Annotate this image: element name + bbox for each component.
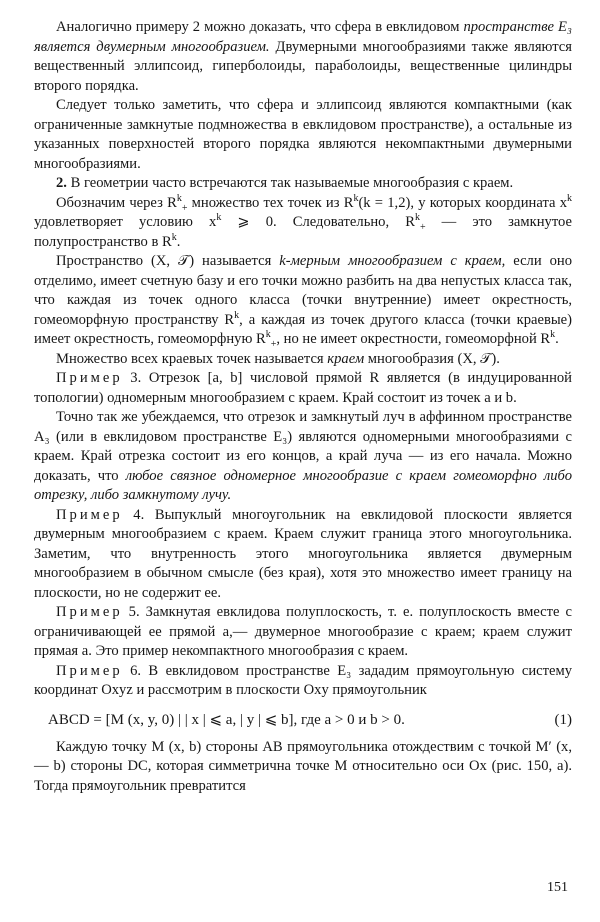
paragraph-p7 <box>34 369 572 408</box>
text-segment: множество тех точек из R <box>187 194 354 211</box>
text-block-after-formula <box>34 738 572 797</box>
text-segment: k <box>550 329 556 341</box>
text-segment: удовлетворяет условию x <box>34 214 217 230</box>
paragraph-p1 <box>34 18 572 96</box>
text-segment: Аналогично примеру 2 можно доказать, что сфера в евклидовом <box>56 19 464 35</box>
text-segment: 2. <box>56 175 67 191</box>
formula-number: (1) <box>554 711 572 728</box>
formula-text: ABCD = [M (x, y, 0) | | x | ⩽ a, | y | ⩽ b], где a > 0 и b > 0. <box>48 711 405 728</box>
text-segment: , а каждая из точек другого класса (точки краевые) имеет окрестность, гомеоморфную R <box>34 311 572 347</box>
text-segment: если оно отделимо, имеет счетную базу и его точки можно разбить на два непустых класса так, что каждая из точек одного класса (точки внутренние) имеет окрестность, гомеоморфную пространству R <box>34 253 572 328</box>
paragraph-p6 <box>34 350 572 370</box>
text-segment: любое связное одномерное многообразие с краем гомеоморфно либо отрезку, либо замкнутому лучу. <box>34 467 573 503</box>
text-segment: Пример <box>56 506 123 523</box>
paragraph-p8 <box>34 408 572 506</box>
text-segment: 5. Замкнутая евклидова полуплоскость, т. е. полуплоскость вместе с ограничивающей ее прямой a,— двумерное многообразие с краем; краем служит прямая a. Это пример некомпактного многообразия с краем. <box>34 604 572 659</box>
text-segment: k <box>265 329 271 341</box>
text-segment: k <box>414 212 420 224</box>
text-segment: k-мерным многообразием с краем, <box>279 253 506 269</box>
text-segment: k <box>567 192 572 204</box>
text-segment: k <box>176 192 182 204</box>
formula-1 <box>34 708 572 732</box>
text-segment: Каждую точку M (x, b) стороны AB прямоугольника отождествим с точкой M′ (x, — b) стороны DC, которая симметрична точке M относительно оси Ox (рис. 150, a). Тогда прямоугольник превратится <box>34 738 572 794</box>
text-segment: (k = 1,2), у которых координата x <box>358 194 567 211</box>
text-segment: Пример <box>56 662 123 679</box>
text-segment: k <box>353 192 359 204</box>
text-segment: пространстве E₃ является двумерным многообразием. <box>34 19 572 55</box>
text-segment: В геометрии часто встречаются так называемые многообразия с краем. <box>66 175 514 191</box>
text-segment: Двумерными многообразиями также являются вещественный эллипсоид, гиперболоиды, параболоиды, вещественные цилиндры второго порядка. <box>34 38 572 94</box>
text-segment: Следует только заметить, что сфера и эллипсоид являются компактными (как ограниченные замкнутые подмножества в евклидовом пространстве), а остальные из указанных поверхностей второго порядка являются некомпактными двумерными многообразиями. <box>34 97 572 172</box>
page-number: 151 <box>547 880 568 895</box>
text-segment: 6. В евклидовом пространстве E₃ зададим прямоугольную систему координат Oxyz и рассмотрим в плоскости Oxy прямоугольник <box>34 662 572 698</box>
paragraph-p2 <box>34 96 572 174</box>
text-segment: — это замкнутое полупространство в R <box>34 214 572 250</box>
text-segment: Множество всех краевых точек называется <box>56 350 328 367</box>
text-segment: k <box>216 212 222 224</box>
text-segment: краем <box>327 350 365 367</box>
text-segment: Точно так же убеждаемся, что отрезок и замкнутый луч в аффинном пространстве A₃ (или в евклидовом пространстве E₃) являются одномерными многообразиями с краем. Край отрезка состоит из его концов, а край луча — из его начала. Можно доказать, что <box>34 409 572 484</box>
text-segment: Пример <box>56 604 123 620</box>
text-segment: 4. Выпуклый многоугольник на евклидовой плоскости является двумерным многообразием с краем. Краем служит граница этого многоугольника. Заметим, что внутренность этого многоугольника является двумерным многообразием в обычном смысле (без края), хотя это множество имеет границу на плоскости, но не содержит ее. <box>34 506 572 601</box>
text-segment: Обозначим через R <box>56 194 177 211</box>
text-segment: ⩾ 0. Следовательно, R <box>221 214 415 230</box>
paragraph-p11 <box>34 662 572 701</box>
text-segment: k <box>171 231 177 243</box>
text-segment: Пространство (X, 𝒯) называется <box>56 253 280 269</box>
text-segment: . <box>555 331 559 347</box>
paragraph-p10 <box>34 603 572 662</box>
paragraph-p3 <box>34 174 572 194</box>
text-segment: + <box>270 338 277 350</box>
text-segment: многообразия (X, 𝒯). <box>364 350 500 367</box>
text-segment: k <box>234 309 240 321</box>
text-segment: 3. Отрезок [a, b] числовой прямой R является (в индуцированной топологии) одномерным многообразием с краем. Край состоит из точек a и b. <box>34 370 572 406</box>
paragraph-p5 <box>34 252 572 350</box>
paragraph-p9 <box>34 506 572 604</box>
text-block-before-formula <box>34 18 572 701</box>
text-segment: + <box>181 202 188 214</box>
page-body <box>34 18 572 796</box>
text-segment: + <box>419 221 426 233</box>
text-segment: . <box>176 233 181 250</box>
text-segment: Пример <box>56 370 123 386</box>
paragraph-p12 <box>34 738 572 797</box>
text-segment: , но не имеет окрестности, гомеоморфной R <box>276 331 551 347</box>
paragraph-p4 <box>34 194 572 253</box>
